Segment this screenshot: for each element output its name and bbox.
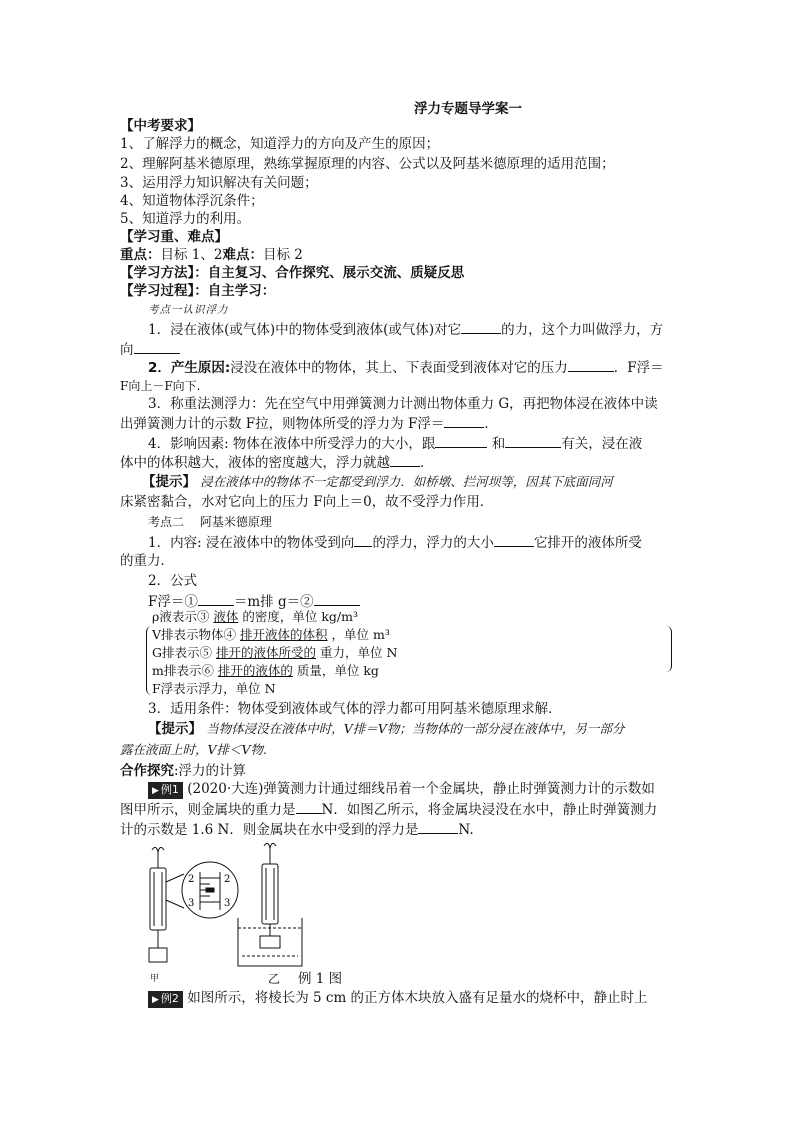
kp2-content-cont: 的重力． [120,553,174,569]
hint-text: 当物体浸没在液体中时，V排＝V物；当物体的一部分浸在液体中，另一部分 [206,721,625,736]
example2-tag [148,991,183,1008]
q3-text: 出弹簧测力计的示数 F拉，则物体所受的浮力为 F浮＝ [120,416,445,432]
hint-label: 【提示】 [148,721,202,737]
play-triangle-icon: ▶ [152,786,159,796]
requirement-item: 4、知道物体浮沉条件； [120,193,264,209]
example1-text-5: N. [458,822,474,838]
scale-label: 3 [188,898,195,909]
q1-text-3: 向 [120,342,134,358]
symbol-text: G排表示⑤ [152,645,212,660]
kp2-formula-heading: 2．公式 [148,573,198,589]
example1-text: (2020·大连)弹簧测力计通过细线吊着一个金属块，静止时弹簧测力计的示数如 [187,781,655,797]
answer-blank [494,533,534,547]
requirement-item: 2、理解阿基米德原理，熟练掌握原理的内容、公式以及阿基米德原理的适用范围； [120,156,615,172]
example1-text-3: N．如图乙所示，将金属块浸没在水中，静止时弹簧测力 [321,802,658,818]
symbol-rho [152,608,358,626]
symbol-text-2: ，单位 m³ [331,627,390,642]
q1-text: 1．浸在液体(或气体)中的物体受到液体(或气体)对它 [148,322,462,338]
formula-part: F浮＝① [148,594,198,610]
symbol-answer: 排开的液体所受的 [215,645,316,660]
content-text-2: 的浮力，浮力的大小 [372,535,494,551]
answer-blank [354,533,372,547]
kp2-content [148,533,642,552]
example1-tag [148,782,183,799]
kp2-condition: 3．适用条件：物体受到液体或气体的浮力都可用阿基米德原理求解． [148,701,562,717]
coop-heading: 合作探究 [120,763,174,779]
symbol-text-2: 质量，单位 kg [296,663,379,678]
answer-blank [390,453,420,467]
q4-text-3: 有关，浸在液 [561,436,643,452]
kp1-q2-formula: F向上－F向下. [120,379,201,393]
section-title-kp2: 考点二 阿基米德原理 [148,515,272,529]
example1-tag-label: 例1 [160,783,179,796]
symbol-text-2: 的密度，单位 kg/m³ [242,609,358,624]
coop-topic: :浮力的计算 [174,763,247,779]
coop-heading-line [120,762,246,780]
formula-part-2: ＝m排 g＝② [233,594,314,610]
focus-line [120,246,303,264]
key-text: 目标 1、2 [160,247,223,263]
kp1-hint-cont: 床紧密黏合，水对它向上的压力 F向上＝0，故不受浮力作用． [120,494,494,510]
answer-blank [314,592,360,606]
q1-text-2: 的力，这个力叫做浮力，方 [501,322,664,338]
q3-text-2: ． [484,416,498,432]
play-triangle-icon: ▶ [152,995,159,1005]
figure-caption: 例 1 图 [298,971,343,987]
answer-blank [418,820,458,834]
hint-text: 浸在液体中的物体不一定都受到浮力．如桥墩、拦河坝等，因其下底面同河 [200,474,613,489]
content-text-3: 它排开的液体所受 [533,535,642,551]
kp1-hint [142,473,613,491]
method-line: 【学习方法】：自主复习、合作探究、展示交流、质疑反思 [120,265,465,281]
zoom-ticks [200,872,220,910]
example1-line [148,780,655,799]
symbol-f: F浮表示浮力，单位 N [152,681,276,696]
example1-line-3 [120,820,474,839]
content-text: 1．内容: 浸在液体中的物体受到向 [148,535,355,551]
requirement-item: 3、运用浮力知识解决有关问题； [120,175,318,191]
hint-label: 【提示】 [142,474,196,490]
scale-label: 3 [224,898,231,909]
kp1-q3-cont [120,414,498,433]
difficulty-text: 目标 2 [262,247,303,263]
right-brace [665,626,672,672]
kp2-hint [148,720,624,738]
symbol-answer: 排开的液体的 [217,663,293,678]
scale-label: 2 [224,874,231,885]
answer-blank [296,800,322,814]
q4-text-5: ． [420,455,434,471]
answer-blank [134,340,180,354]
q2-text-2: ．F浮＝ [613,360,664,376]
symbol-text: V排表示物体④ [152,627,237,642]
symbol-v [152,626,390,644]
answer-blank [198,592,234,606]
example1-line-2 [120,800,657,819]
kp2-hint-cont: 露在液面上时，V排＜V物. [120,742,268,757]
q2-text: 浸没在液体中的物体，其上、下表面受到液体对它的压力 [230,360,568,376]
example1-figure [138,842,338,982]
kp1-q1-cont [120,340,180,359]
kp1-q4-cont [120,453,434,472]
answer-blank [505,434,561,448]
q4-text-2: 和 [491,436,506,452]
symbol-m [152,662,379,680]
example1-text-4: 计的示数是 1.6 N．则金属块在水中受到的浮力是 [120,822,419,838]
difficulty-label: 难点： [222,247,263,263]
figure-label-yi: 乙 [268,972,281,986]
kp1-q2 [148,358,664,377]
requirement-item: 5、知道浮力的利用。 [120,211,251,227]
answer-blank [461,320,501,334]
scale-jia [149,847,167,962]
q4-text: 4．影响因素: 物体在液体中所受浮力的大小，跟 [148,436,436,452]
q2-label: 2．产生原因: [148,360,231,376]
process-line: 【学习过程】：自主学习： [120,283,276,299]
key-label: 重点： [120,247,161,263]
symbol-text: m排表示⑥ [152,663,214,678]
kp1-q4 [148,434,642,453]
scale-label: 2 [188,874,195,885]
symbol-text-2: 重力，单位 N [319,645,398,660]
q4-text-4: 体中的体积越大，液体的密度越大，浮力就越 [120,455,390,471]
answer-blank [435,434,487,448]
requirements-heading: 【中考要求】 [120,118,201,134]
answer-blank [444,414,484,428]
symbol-answer: 排开液体的体积 [240,627,328,642]
page-title: 浮力专题导学案一 [414,101,522,117]
example2-line [148,989,648,1008]
symbol-answer: 液体 [213,609,239,624]
kp1-q3: 3．称重法测浮力：先在空气中用弹簧测力计测出物体重力 G，再把物体浸在液体中读 [148,396,658,412]
symbol-text: ρ液表示③ [152,609,210,624]
scale-yi [262,843,278,936]
section-title-kp1: 考点一认识浮力 [148,304,229,316]
example2-text: 如图所示，将棱长为 5 cm 的正方体木块放入盛有足量水的烧杯中，静止时上 [187,990,648,1006]
kp1-q1 [148,320,663,339]
figure-label-jia: 甲 [150,974,160,984]
focus-heading: 【学习重、难点】 [120,229,228,245]
example2-tag-label: 例2 [160,992,179,1005]
symbol-g [152,644,397,662]
answer-blank [568,358,614,372]
requirement-item: 1、了解浮力的概念，知道浮力的方向及产生的原因； [120,136,440,152]
example1-text-2: 图甲所示，则金属块的重力是 [120,802,296,818]
